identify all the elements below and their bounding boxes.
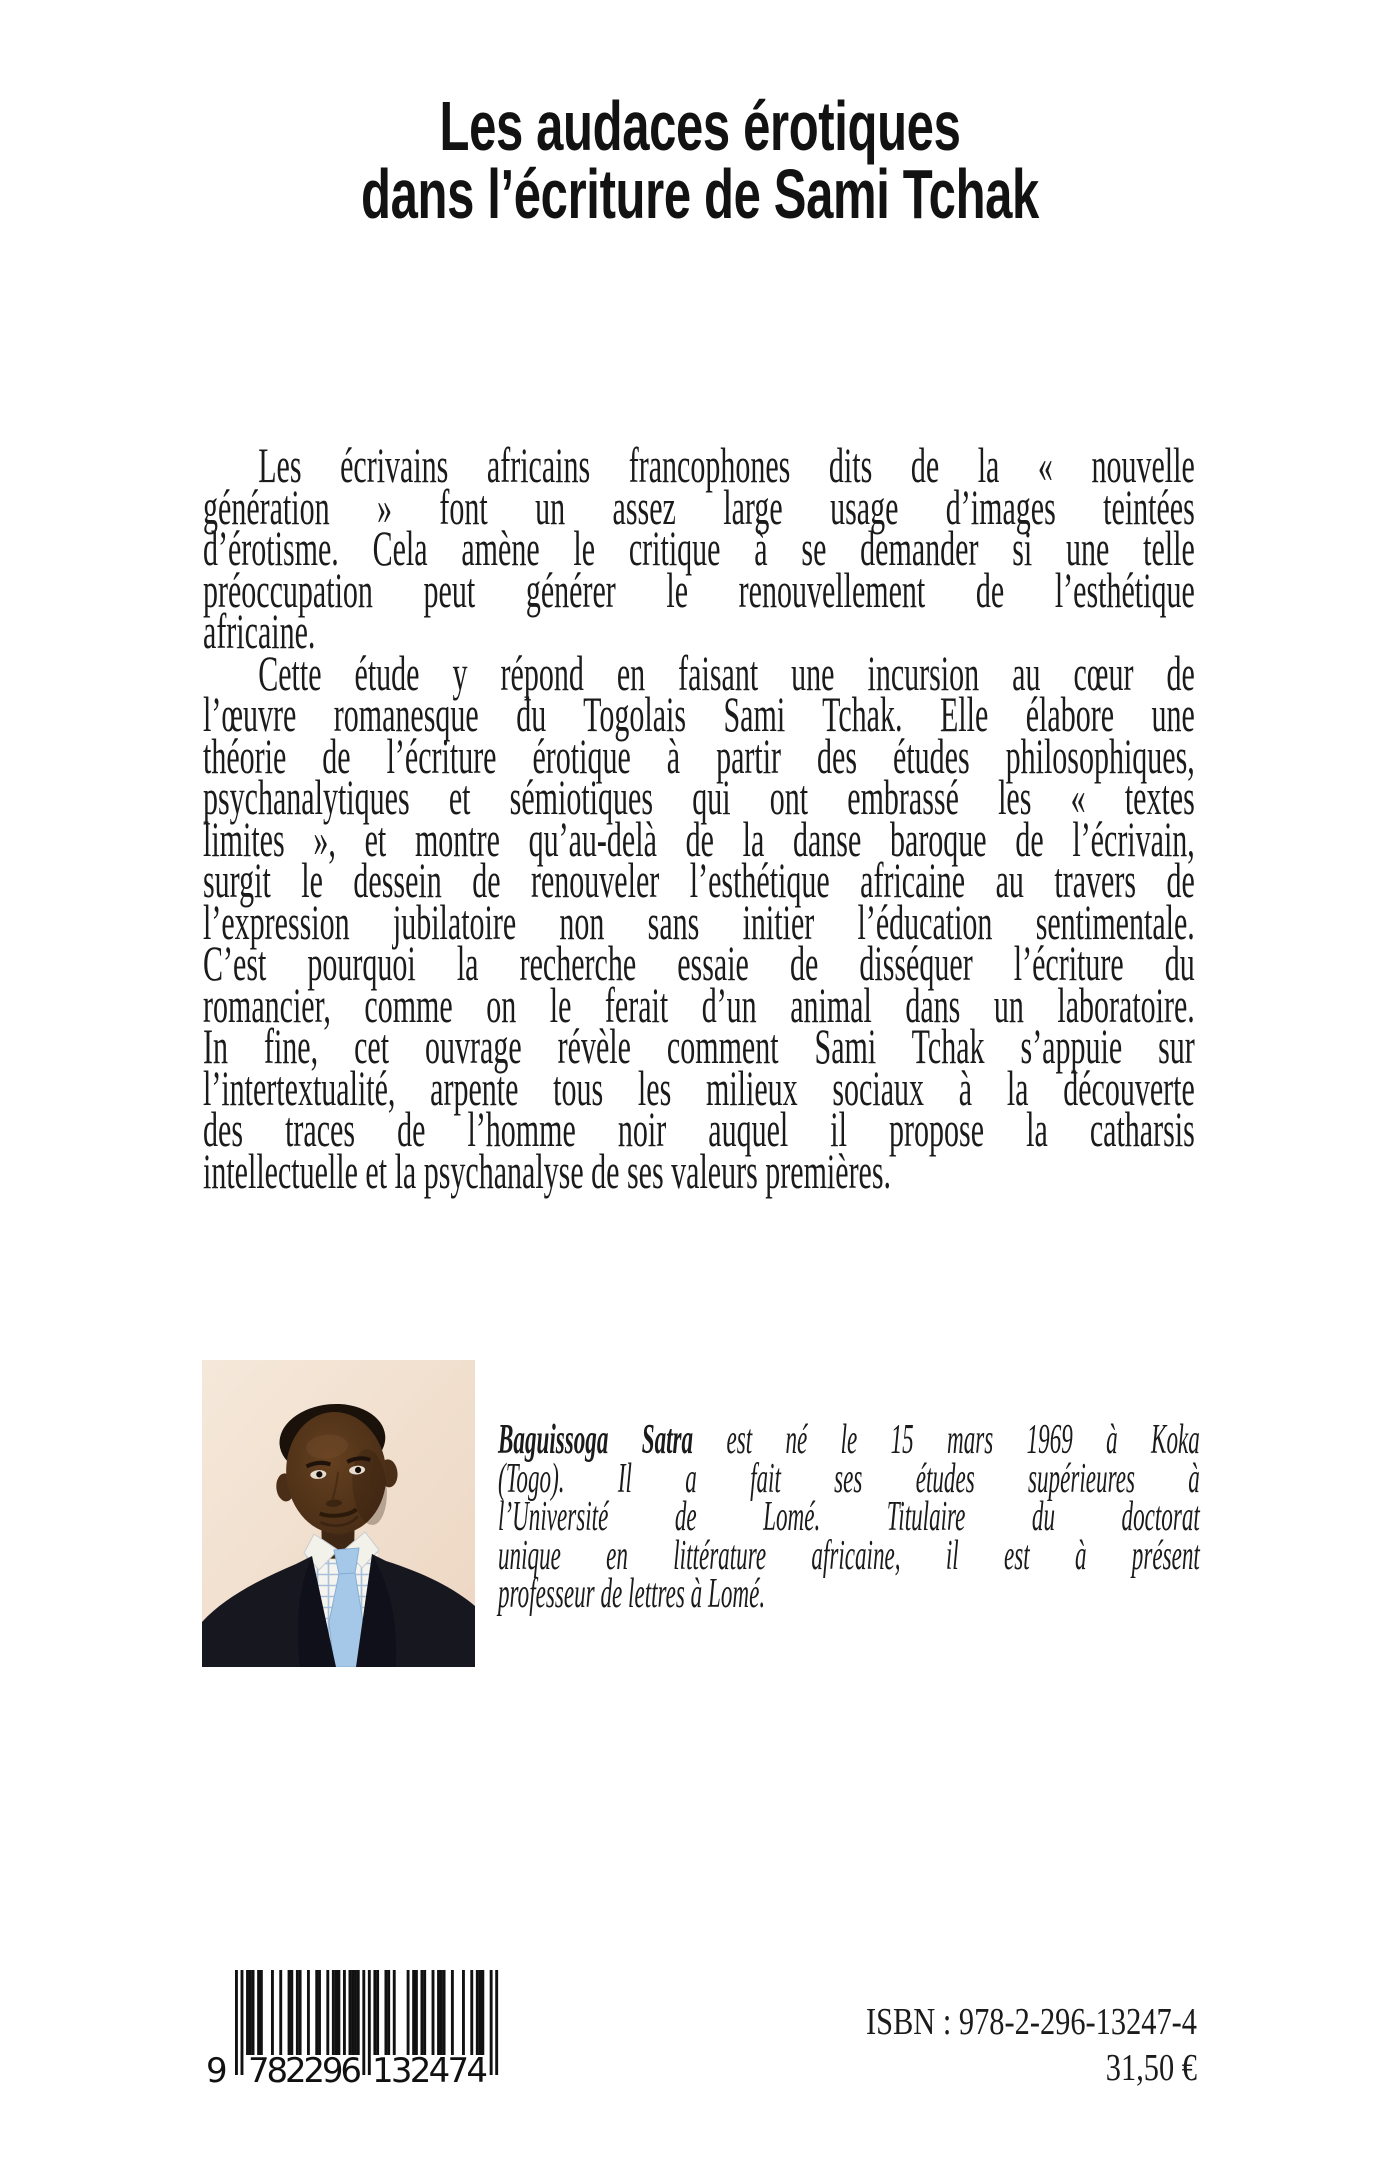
synopsis-line: africaine. (203, 603, 316, 659)
synopsis-line: préoccupation peut générer le renouvellement de l’esthétique (203, 561, 1195, 618)
synopsis-line: psychanalytiques et sémiotiques qui ont embrassé les « textes (203, 769, 1195, 825)
isbn-text: ISBN : 978-2-296-13247-4 (865, 2001, 1197, 2043)
bio-line-text: est né le 15 mars 1969 à Koka (693, 1417, 1200, 1463)
synopsis-line: romancier, comme on le ferait d’un animal dans un laboratoire. (203, 976, 1195, 1033)
author-name: Baguissoga Satra (498, 1417, 694, 1463)
synopsis-line: des traces de l’homme noir auquel il propose la catharsis (203, 1101, 1195, 1157)
barcode-digit-group2: 132474 (372, 2051, 488, 2090)
synopsis-line: intellectuelle et la psychanalyse de ses valeurs premières. (203, 1142, 892, 1199)
author-bio (498, 1417, 1200, 1617)
book-title (210, 87, 1190, 233)
barcode-digit-first: 9 (206, 2051, 228, 2090)
synopsis-line: l’expression jubilatoire non sans initier l’éducation sentimentale. (203, 893, 1195, 950)
synopsis (203, 437, 1195, 1199)
bio-line: professeur de lettres à Lomé. (498, 1571, 766, 1617)
barcode-digit-group1: 782296 (248, 2051, 362, 2090)
bio-line: (Togo). Il a fait ses études supérieures à (498, 1455, 1200, 1502)
book-title-line2: dans l’écriture de Sami Tchak (361, 155, 1039, 233)
synopsis-line: Les écrivains africains francophones dits de la « nouvelle (258, 437, 1195, 493)
synopsis-text (203, 437, 1195, 1199)
isbn-price-block (717, 1999, 1197, 2091)
synopsis-line: théorie de l’écriture érotique à partir des études philosophiques, (203, 727, 1195, 784)
synopsis-line: l’œuvre romanesque du Togolais Sami Tchak. Elle élabore une (203, 686, 1195, 742)
synopsis-line: In fine, cet ouvrage révèle comment Sami Tchak s’appuie sur (203, 1018, 1195, 1074)
bio-line (498, 1417, 1200, 1463)
price-text: 31,50 € (1105, 2047, 1197, 2089)
book-title-line1: Les audaces érotiques (439, 87, 961, 165)
synopsis-line: limites », et montre qu’au-delà de la danse baroque de l’écrivain, (203, 810, 1195, 867)
synopsis-line: C’est pourquoi la recherche essaie de disséquer l’écriture du (203, 935, 1195, 991)
author-bio-text (498, 1417, 1200, 1617)
bio-line: l’Université de Lomé. Titulaire du doctorat (498, 1494, 1200, 1540)
synopsis-line: l’intertextualité, arpente tous les milieux sociaux à la découverte (203, 1059, 1195, 1116)
bio-line: unique en littérature africaine, il est à présent (498, 1532, 1200, 1579)
author-photo (202, 1360, 475, 1667)
tie-knot (334, 1548, 359, 1574)
synopsis-line: Cette étude y répond en faisant une incursion au cœur de (258, 644, 1195, 701)
synopsis-line: d’érotisme. Cela amène le critique à se demander si une telle (203, 520, 1195, 576)
barcode (200, 1966, 505, 2090)
synopsis-line: génération » font un assez large usage d’images teintées (203, 478, 1195, 535)
synopsis-line: surgit le dessein de renouveler l’esthétique africaine au travers de (203, 852, 1195, 908)
